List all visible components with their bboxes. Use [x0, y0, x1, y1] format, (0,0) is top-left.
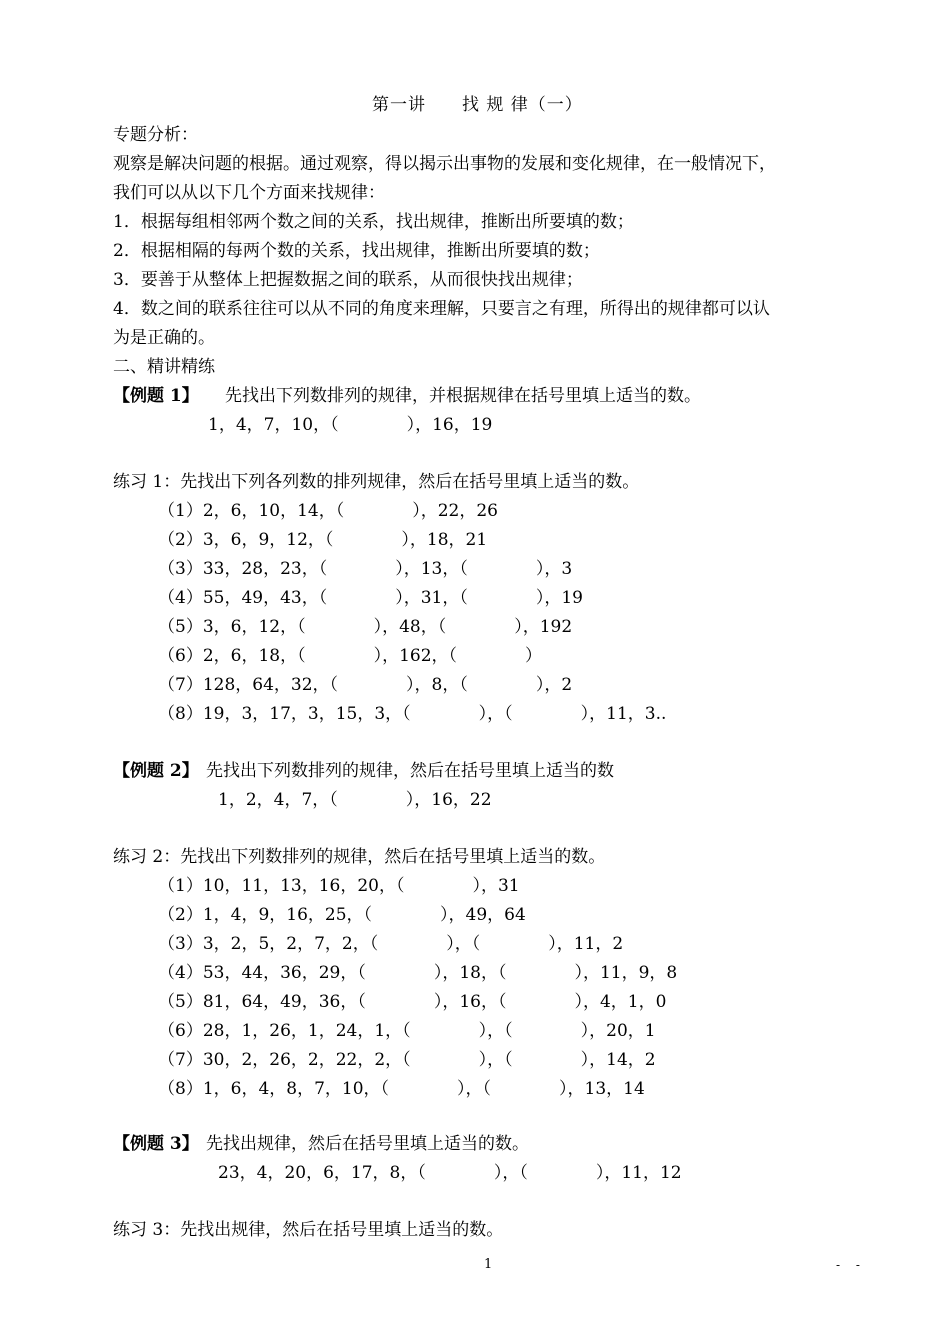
example-sequence: 23，4，20，6，17，8，（ ），（ ），11，12: [218, 1163, 682, 1183]
example-text: 先找出下列数排列的规律，并根据规律在括号里填上适当的数。: [225, 386, 701, 406]
example-label: 【例题 3】: [113, 1134, 199, 1154]
example-label: 【例题 1】: [113, 386, 199, 406]
practice-item: （4）55，49，43，（ ），31，（ ），19: [158, 588, 583, 608]
analysis-heading: 专题分析：: [113, 125, 198, 145]
page-title: 第一讲 找 规 律（一）: [372, 95, 583, 115]
practice-item: （3）3，2，5，2，7，2，（ ），（ ），11，2: [158, 934, 624, 954]
practice-heading: 练习 2：先找出下列数排列的规律，然后在括号里填上适当的数。: [113, 847, 606, 867]
practice-item: （2）3，6，9，12，（ ），18，21: [158, 530, 488, 550]
tip-item: 4．数之间的联系往往可以从不同的角度来理解，只要言之有理，所得出的规律都可以认: [113, 299, 770, 319]
example-text: 先找出规律，然后在括号里填上适当的数。: [206, 1134, 529, 1154]
practice-item: （5）81，64，49，36，（ ），16，（ ），4，1，0: [158, 992, 667, 1012]
practice-item: （8）1，6，4，8，7，10，（ ），（ ），13，14: [158, 1079, 645, 1099]
practice-item: （3）33，28，23，（ ），13，（ ），3: [158, 559, 573, 579]
example-label: 【例题 2】: [113, 761, 199, 781]
practice-item: （6）2，6，18，（ ），162，（ ）: [158, 646, 543, 666]
practice-item: （1）2，6，10，14，（ ），22，26: [158, 501, 498, 521]
example-sequence: 1，4，7，10，（ ），16，19: [208, 415, 493, 435]
practice-item: （7）128，64，32，（ ），8，（ ），2: [158, 675, 573, 695]
practice-item: （2）1，4，9，16，25，（ ），49，64: [158, 905, 526, 925]
tip-item: 为是正确的。: [113, 328, 215, 348]
tip-item: 1．根据每组相邻两个数之间的关系，找出规律，推断出所要填的数；: [113, 212, 634, 232]
footer-dashes: - -: [836, 1258, 866, 1272]
intro-line: 我们可以从以下几个方面来找规律：: [113, 183, 385, 203]
practice-item: （7）30，2，26，2，22，2，（ ），（ ），14，2: [158, 1050, 656, 1070]
example-sequence: 1，2，4，7，（ ），16，22: [218, 790, 492, 810]
practice-heading: 练习 1：先找出下列各列数的排列规律，然后在括号里填上适当的数。: [113, 472, 640, 492]
practice-heading: 练习 3：先找出规律，然后在括号里填上适当的数。: [113, 1220, 504, 1240]
practice-item: （5）3，6，12，（ ），48，（ ），192: [158, 617, 573, 637]
tip-item: 3．要善于从整体上把握数据之间的联系，从而很快找出规律；: [113, 270, 583, 290]
example-text: 先找出下列数排列的规律，然后在括号里填上适当的数: [206, 761, 614, 781]
practice-item: （1）10，11，13，16，20，（ ），31: [158, 876, 520, 896]
page-number: 1: [484, 1257, 493, 1272]
practice-item: （4）53，44，36，29，（ ），18，（ ），11，9，8: [158, 963, 678, 983]
tip-item: 2．根据相隔的每两个数的关系，找出规律，推断出所要填的数；: [113, 241, 600, 261]
practice-item: （6）28，1，26，1，24，1，（ ），（ ），20，1: [158, 1021, 656, 1041]
intro-line: 观察是解决问题的根据。通过观察，得以揭示出事物的发展和变化规律，在一般情况下，: [113, 154, 776, 174]
section-heading: 二、精讲精练: [113, 357, 215, 377]
practice-item: （8）19，3，17，3，15，3，（ ），（ ），11，3..: [158, 704, 667, 724]
